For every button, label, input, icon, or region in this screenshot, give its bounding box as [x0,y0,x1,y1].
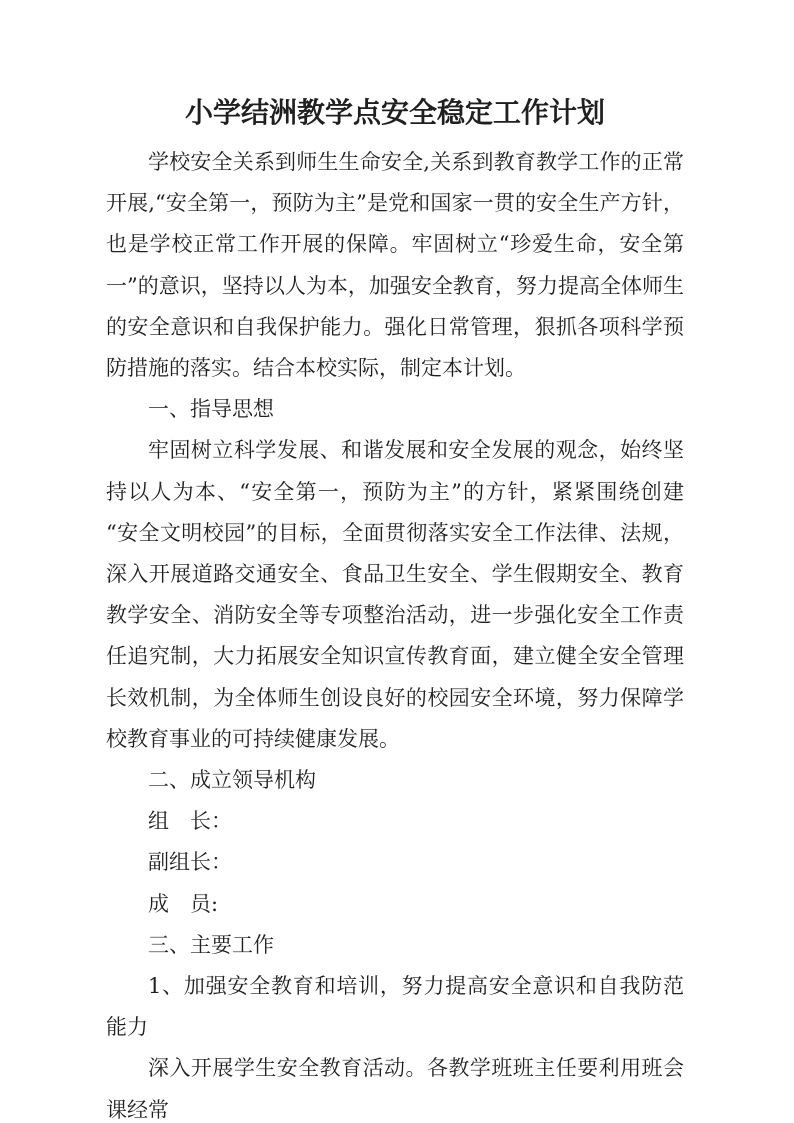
document-body [106,142,684,1123]
paragraph: 一、指导思想 [148,397,274,422]
paragraph: 组 长： [148,809,232,834]
paragraph: 三、主要工作 [148,932,274,957]
paragraph: 1、加强安全教育和培训，努力提高安全意识和自我防范能力 [106,974,684,1040]
paragraph: 副组长： [148,850,232,875]
paragraph: 二、成立领导机构 [148,768,316,793]
paragraph: 成 员: [148,891,219,916]
document-title: 小学结洲教学点安全稳定工作计划 [184,96,605,129]
paragraph: 学校安全关系到师生生命安全,关系到教育教学工作的正常开展,“安全第一，预防为主”是党和国家一贯的安全生产方针，也是学校正常工作开展的保障。牢固树立“珍爱生命，安全第一”的意识，坚持以人为本，加强安全教育，努力提高全体师生的安全意识和自我保护能力。强化日常管理，狠抓各项科学预防措施的落实。结合本校实际，制定本计划。 [106,150,684,381]
paragraph: 深入开展学生安全教育活动。各教学班班主任要利用班会课经常 [106,1056,684,1122]
paragraph: 牢固树立科学发展、和谐发展和安全发展的观念，始终坚持以人为本、“安全第一，预防为主”的方针，紧紧围绕创建“安全文明校园”的目标，全面贯彻落实安全工作法律、法规，深入开展道路交通安全、食品卫生安全、学生假期安全、教育教学安全、消防安全等专项整治活动，进一步强化安全工作责任追究制，大力拓展安全知识宣传教育面，建立健全安全管理长效机制，为全体师生创设良好的校园安全环境，努力保障学校教育事业的可持续健康发展。 [106,438,684,751]
